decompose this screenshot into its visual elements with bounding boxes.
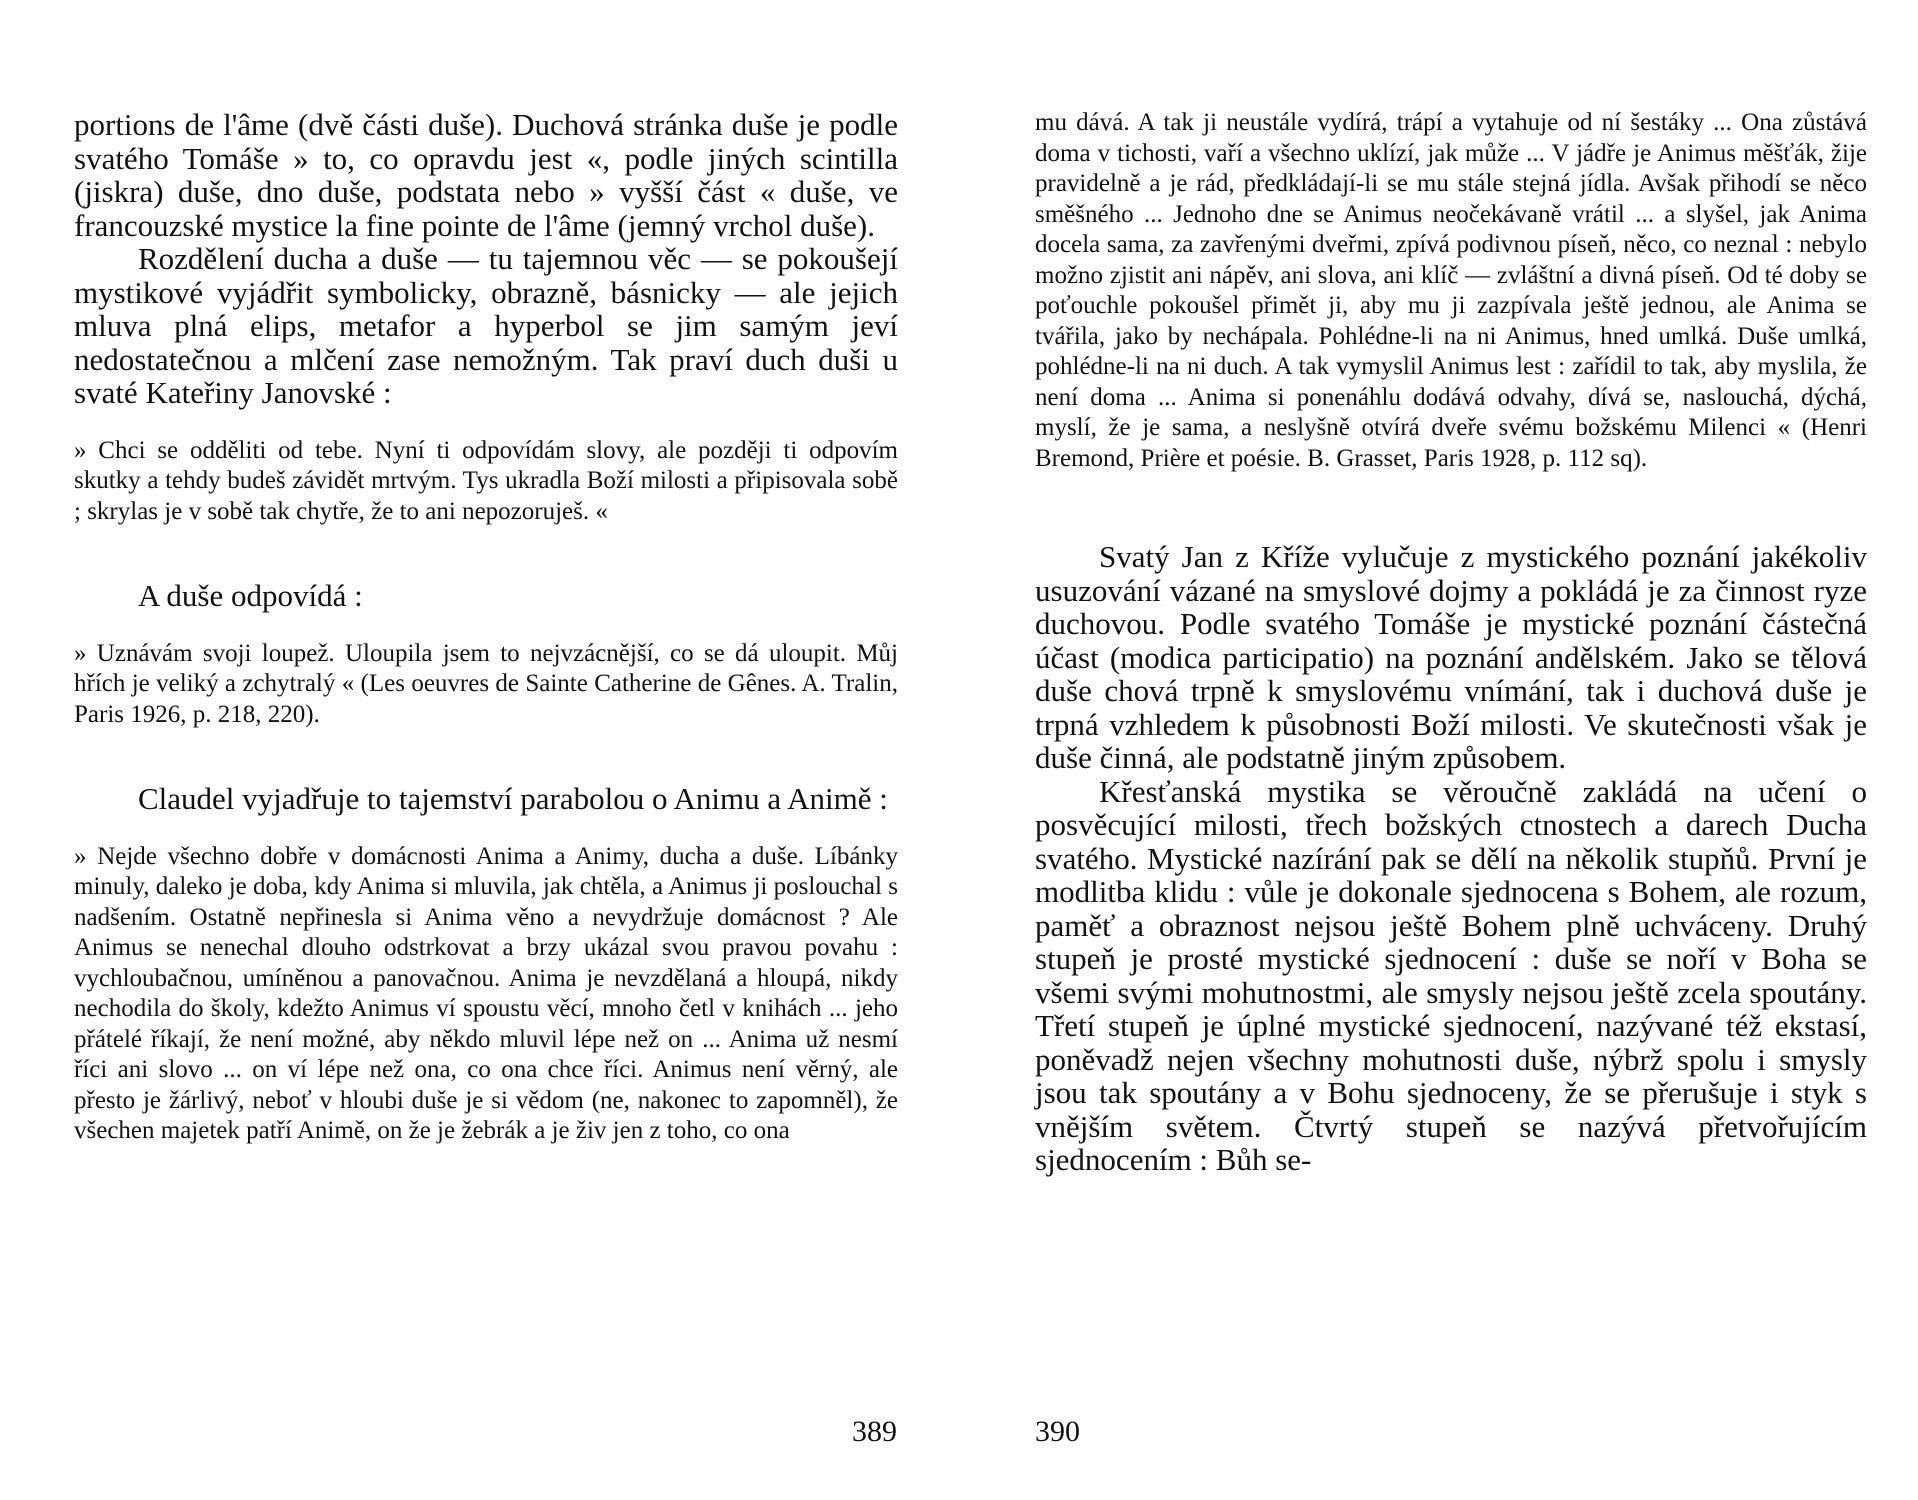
paragraph: Claudel vyjadřuje to tajemství parabolou o Animu a Animě :: [138, 781, 888, 816]
block-quote: » Uznávám svoji loupež. Uloupila jsem to nejvzácnější, co se dá uloupit. Můj hřích je veliký a zchytralý « (Les oeuvres de Sainte Catherine de Gênes. A. Tralin, Paris 1926, p. 218, 220).: [74, 639, 898, 728]
paragraph: Rozdělení ducha a duše — tu tajemnou věc — se pokoušejí mystikové vyjádřit symbolicky, obrazně, básnicky — ale jejich mluva plná elips, metafor a hyperbol se jim samým jeví nedostatečnou a mlčení zase nemožným. Tak praví duch duši u svaté Kateřiny Janovské :: [74, 241, 898, 410]
block-quote: » Chci se odděliti od tebe. Nyní ti odpovídám slovy, ale později ti odpovím skutky a tehdy budeš závidět mrtvým. Tys ukradla Boží milosti a připisovala sobě ; skrylas je v sobě tak chytře, že to ani nepozoruješ. «: [74, 436, 898, 525]
page-number: 390: [1035, 1415, 1080, 1448]
right-text-column: [1035, 108, 1867, 1177]
page-number: 389: [852, 1415, 897, 1448]
block-quote: mu dává. A tak ji neustále vydírá, trápí a vytahuje od ní šestáky ... Ona zůstává doma v tichosti, vaří a všechno uklízí, jak může ... V jádře je Animus měšťák, žije pravidelně a je rád, předkládají-li se mu stále stejná jídla. Avšak přihodí se něco směšného ... Jednoho dne se Animus neočekávaně vrátil ... a slyšel, jak Anima docela sama, za zavřenými dveřmi, zpívá podivnou píseň, něco, co neznal : nebylo možno zjistit ani nápěv, ani slova, ani klíč — zvláštní a divná píseň. Od té doby se poťouchle pokoušel přimět ji, aby mu ji zazpívala ještě jednou, ale Anima se tvářila, jako by nechápala. Pohlédne-li na ni Animus, hned umlká. Duše umlká, pohlédne-li na ni duch. A tak vymyslil Animus lest : zařídil to tak, aby myslila, že není doma ... Anima si ponenáhlu dodává odvahy, dívá se, naslouchá, dýchá, myslí, že je sama, a neslyšně otvírá dveře svému božskému Milenci « (Henri Bremond, Prière et poésie. B. Grasset, Paris 1928, p. 112 sq).: [1035, 109, 1867, 472]
paragraph: Křesťanská mystika se věroučně zakládá na učení o posvěcující milosti, třech božských ctnostech a darech Ducha svatého. Mystické nazírání pak se dělí na několik stupňů. První je modlitba klidu : vůle je dokonale sjednocena s Bohem, ale rozum, paměť a obraznost nejsou ještě Bohem plně uchváceny. Druhý stupeň je prosté mystické sjednocení : duše se noří v Boha se všemi svými mohutnostmi, ale smysly nejsou ještě zcela spoutány. Třetí stupeň je úplné mystické sjednocení, nazývané též ekstasí, poněvadž nejen všechny mohutnosti duše, nýbrž spolu i smysly jsou tak spoutány a v Bohu sjednoceny, že se přerušuje i styk s vnějším světem. Čtvrtý stupeň se nazývá přetvořujícím sjednocením : Bůh se-: [1035, 773, 1867, 1177]
right-page: [959, 0, 1918, 1500]
paragraph: A duše odpovídá :: [138, 578, 363, 613]
block-quote: » Nejde všechno dobře v domácnosti Anima a Animy, ducha a duše. Líbánky minuly, daleko je doba, kdy Anima si mluvila, jak chtěla, a Animus ji poslouchal s nadšením. Ostatně nepřinesla si Anima věno a nevydržuje domácnost ? Ale Animus se nenechal dlouho odstrkovat a brzy ukázal svou pravou povahu : vychloubačnou, umíněnou a panovačnou. Anima je nevzdělaná a hloupá, nikdy nechodila do školy, kdežto Animus ví spoustu věcí, mnoho četl v knihách ... jeho přátelé říkají, že není možné, aby někdo mluvil lépe než on ... Anima už nesmí říci ani slovo ... on ví lépe než ona, co ona chce říci. Animus není věrný, ale přesto je žárlivý, neboť v hloubi duše je si vědom (ne, nakonec to zapomněl), že všechen majetek patří Animě, on že je žebrák a je živ jen z toho, co ona: [74, 842, 898, 1144]
paragraph: Svatý Jan z Kříže vylučuje z mystického poznání jakékoliv usuzování vázané na smyslové dojmy a pokládá je za činnost ryze duchovou. Podle svatého Tomáše je mystické poznání částečná účast (modica participatio) na poznání andělském. Jako se tělová duše chová trpně k smyslovému vnímání, tak i duchová duše je trpná vzhledem k působnosti Boží milosti. Ve skutečnosti však je duše činná, ale podstatně jiným způsobem.: [1035, 539, 1867, 775]
left-text-column: [74, 108, 898, 1147]
paragraph: portions de l'âme (dvě části duše). Duchová stránka duše je podle svatého Tomáše » to, co opravdu jest «, podle jiných scintilla (jiskra) duše, dno duše, podstata nebo » vyšší část « duše, ve francouzské mystice la fine pointe de l'âme (jemný vrchol duše).: [74, 107, 898, 243]
